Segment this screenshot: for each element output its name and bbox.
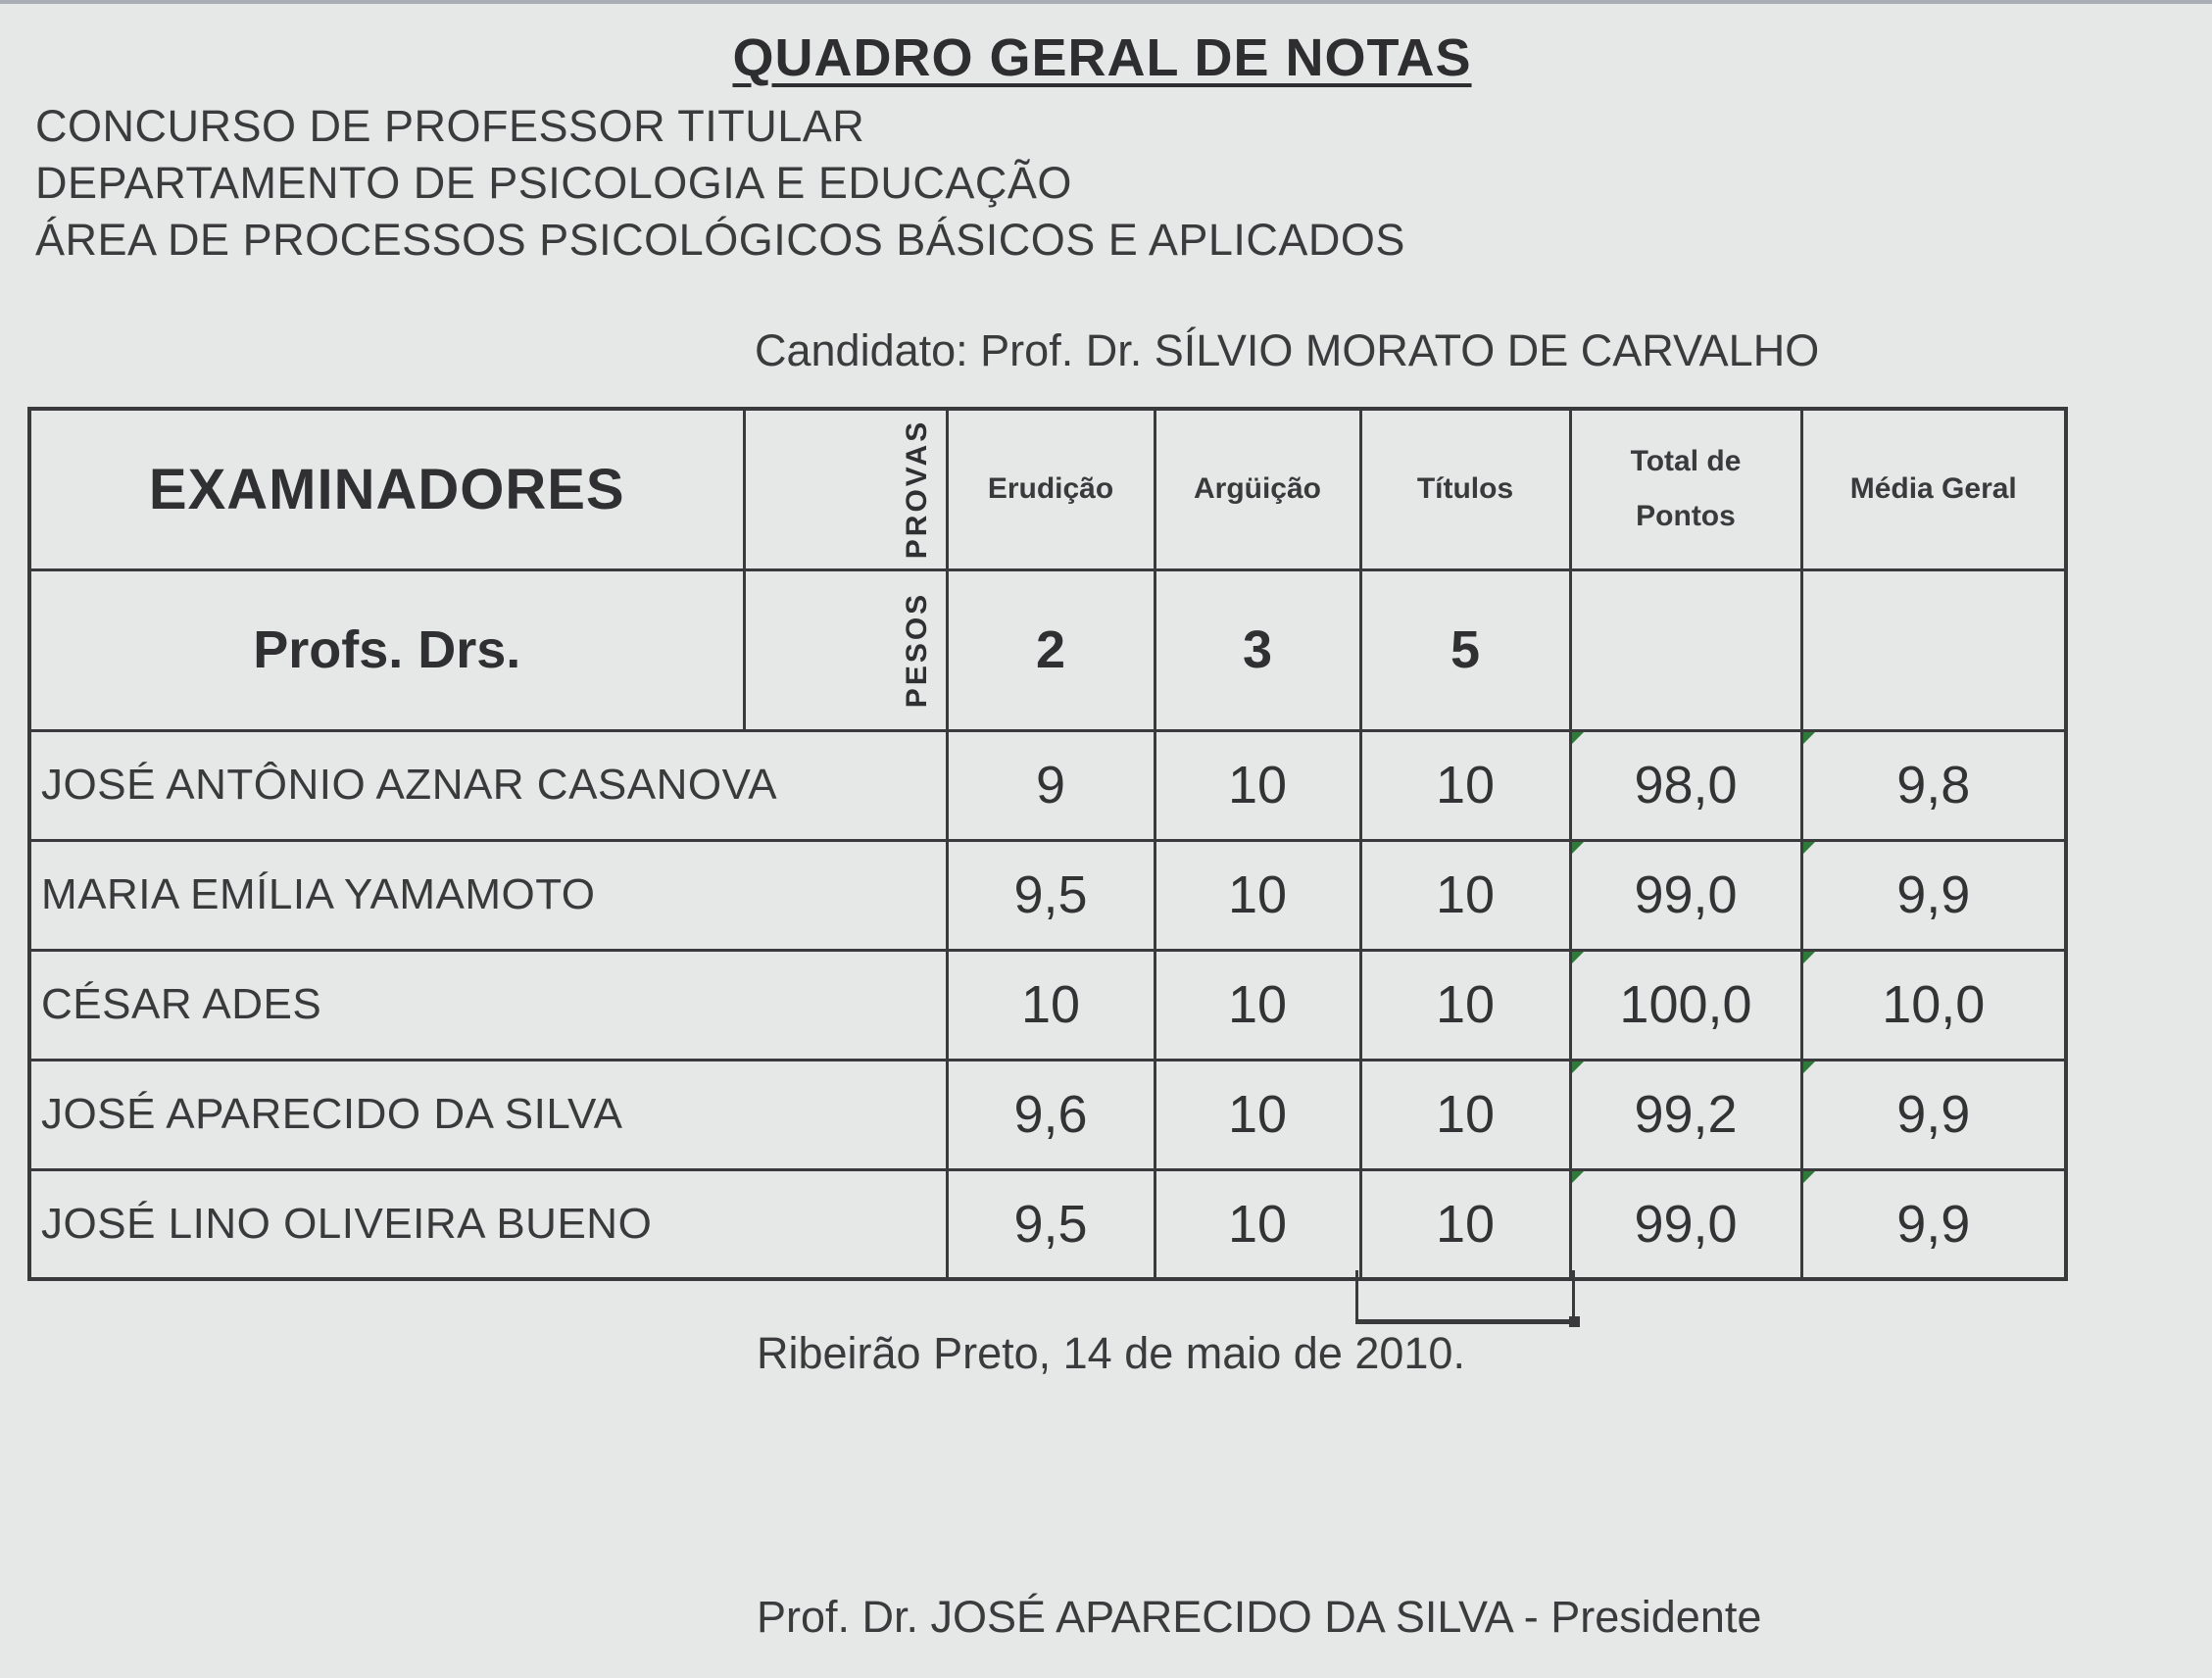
profs-header: Profs. Drs. — [29, 569, 744, 730]
score-titulos: 10 — [1360, 840, 1570, 950]
column-header-media: Média Geral — [1801, 409, 2066, 569]
header-row-provas — [29, 409, 2066, 569]
score-media: 10,0 — [1801, 950, 2066, 1060]
score-titulos: 10 — [1360, 730, 1570, 840]
score-arguicao: 10 — [1155, 840, 1360, 950]
grades-table — [27, 407, 2068, 1281]
examiner-name: MARIA EMÍLIA YAMAMOTO — [29, 840, 947, 950]
place-and-date: Ribeirão Preto, 14 de maio de 2010. — [757, 1328, 1465, 1378]
weight-arguicao: 3 — [1155, 569, 1360, 730]
score-total: 100,0 — [1570, 950, 1801, 1060]
weight-total-empty — [1570, 569, 1801, 730]
document-header — [35, 98, 1405, 269]
cell-selection-outline — [1355, 1270, 1575, 1324]
score-erudicao: 10 — [947, 950, 1155, 1060]
score-media: 9,9 — [1801, 840, 2066, 950]
score-titulos: 10 — [1360, 1060, 1570, 1169]
examiner-name: JOSÉ ANTÔNIO AZNAR CASANOVA — [29, 730, 947, 840]
header-line-department: DEPARTAMENTO DE PSICOLOGIA E EDUCAÇÃO — [35, 158, 1072, 208]
document-title-text: QUADRO GERAL DE NOTAS — [732, 28, 1472, 87]
score-titulos: 10 — [1360, 1169, 1570, 1279]
candidate-line: Candidato: Prof. Dr. SÍLVIO MORATO DE CARVALHO — [755, 325, 1820, 375]
column-header-total-line1: Total de — [1630, 445, 1742, 478]
score-total: 99,2 — [1570, 1060, 1801, 1169]
score-arguicao: 10 — [1155, 950, 1360, 1060]
header-line-contest: CONCURSO DE PROFESSOR TITULAR — [35, 101, 865, 151]
score-arguicao: 10 — [1155, 730, 1360, 840]
score-media: 9,9 — [1801, 1169, 2066, 1279]
header-line-area: ÁREA DE PROCESSOS PSICOLÓGICOS BÁSICOS E APLICADOS — [35, 215, 1405, 265]
table-row — [29, 840, 2066, 950]
weight-erudicao: 2 — [947, 569, 1155, 730]
score-total: 98,0 — [1570, 730, 1801, 840]
pesos-label: PESOS — [900, 591, 933, 709]
score-erudicao: 9,6 — [947, 1060, 1155, 1169]
column-header-arguicao: Argüição — [1155, 409, 1360, 569]
examiner-name: JOSÉ APARECIDO DA SILVA — [29, 1060, 947, 1169]
examiners-header: EXAMINADORES — [29, 409, 744, 569]
document-title — [0, 27, 2212, 88]
column-header-titulos: Títulos — [1360, 409, 1570, 569]
score-titulos: 10 — [1360, 950, 1570, 1060]
examiner-name: JOSÉ LINO OLIVEIRA BUENO — [29, 1169, 947, 1279]
pesos-label-cell — [744, 569, 947, 730]
president-signature-line: Prof. Dr. JOSÉ APARECIDO DA SILVA - Presidente — [757, 1592, 1762, 1642]
weight-media-empty — [1801, 569, 2066, 730]
column-header-total — [1570, 409, 1801, 569]
table-row — [29, 730, 2066, 840]
score-erudicao: 9 — [947, 730, 1155, 840]
table-row — [29, 1060, 2066, 1169]
score-erudicao: 9,5 — [947, 1169, 1155, 1279]
weight-titulos: 5 — [1360, 569, 1570, 730]
table-row — [29, 950, 2066, 1060]
score-total: 99,0 — [1570, 1169, 1801, 1279]
score-erudicao: 9,5 — [947, 840, 1155, 950]
header-row-pesos — [29, 569, 2066, 730]
score-arguicao: 10 — [1155, 1169, 1360, 1279]
provas-label-cell — [744, 409, 947, 569]
top-border-rule — [0, 0, 2212, 4]
provas-label: PROVAS — [900, 420, 933, 560]
table-row — [29, 1169, 2066, 1279]
score-arguicao: 10 — [1155, 1060, 1360, 1169]
column-header-erudicao: Erudição — [947, 409, 1155, 569]
score-media: 9,9 — [1801, 1060, 2066, 1169]
score-media: 9,8 — [1801, 730, 2066, 840]
examiner-name: CÉSAR ADES — [29, 950, 947, 1060]
column-header-total-line2: Pontos — [1636, 500, 1736, 533]
score-total: 99,0 — [1570, 840, 1801, 950]
